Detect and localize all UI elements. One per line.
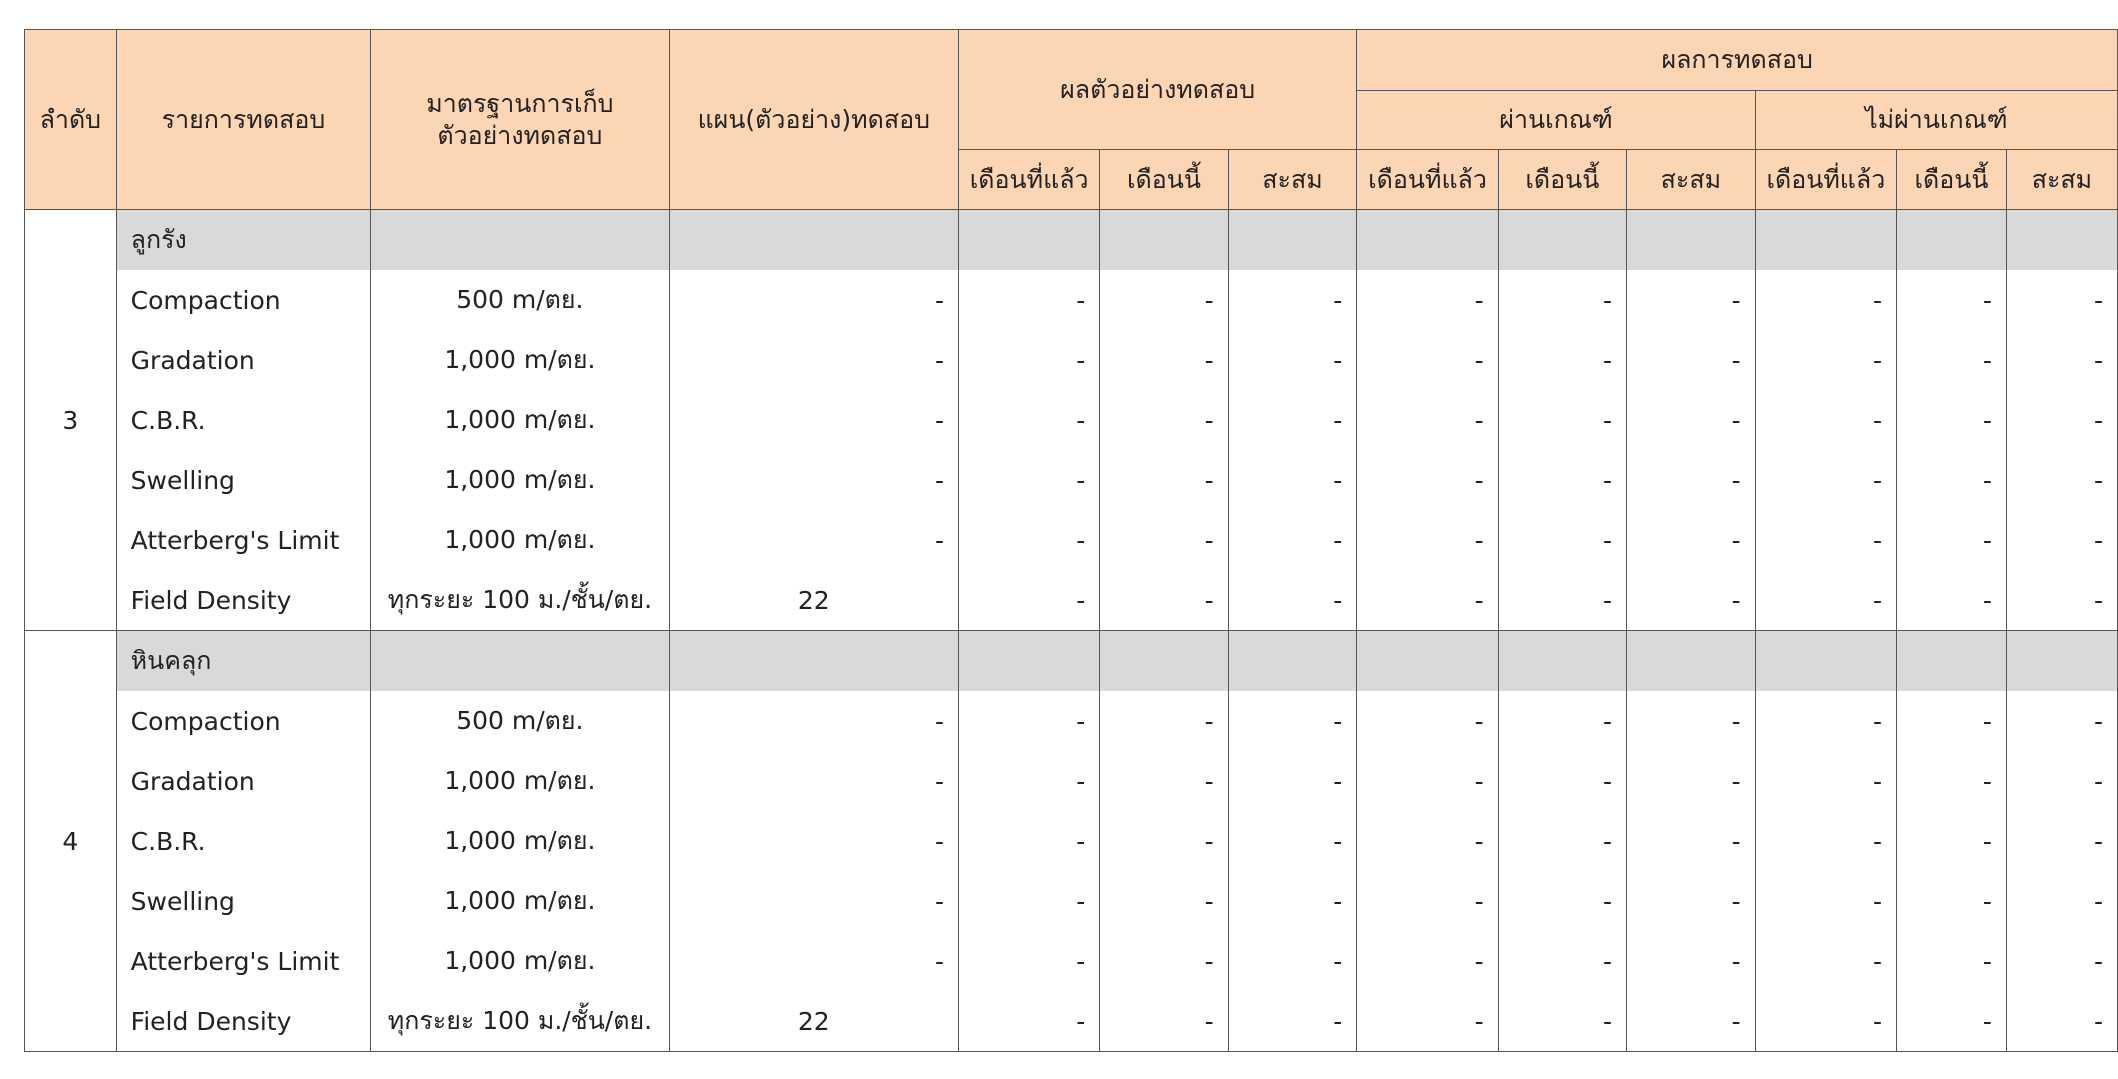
table-row (25, 871, 2118, 931)
result-value: - (1100, 691, 1228, 751)
sampling-standard: 1,000 m/ตย. (371, 931, 669, 991)
sampling-standard: 1,000 m/ตย. (371, 751, 669, 811)
result-value: - (1357, 871, 1498, 931)
category-fill-cell (1498, 631, 1626, 692)
result-value: - (1100, 751, 1228, 811)
result-value: - (1357, 811, 1498, 871)
category-fill-cell (1357, 631, 1498, 692)
result-value: - (958, 811, 1099, 871)
result-value: - (1100, 270, 1228, 330)
result-value: - (1100, 871, 1228, 931)
sampling-standard: ทุกระยะ 100 ม./ชั้น/ตย. (371, 991, 669, 1052)
plan-value: - (669, 691, 958, 751)
result-value: - (1897, 931, 2007, 991)
result-value: - (1498, 931, 1626, 991)
result-value: - (1357, 691, 1498, 751)
plan-value: - (669, 390, 958, 450)
category-fill-cell (2006, 631, 2117, 692)
result-value: - (1228, 691, 1357, 751)
category-fill-cell (1228, 210, 1357, 271)
result-value: - (958, 450, 1099, 510)
result-value: - (1755, 751, 1896, 811)
result-value: - (2006, 510, 2117, 570)
test-item-name: Gradation (116, 751, 371, 811)
table-row (25, 570, 2118, 631)
category-fill-cell (958, 210, 1099, 271)
result-value: - (2006, 450, 2117, 510)
result-value: - (1627, 991, 1756, 1052)
plan-value: - (669, 450, 958, 510)
result-value: - (1228, 931, 1357, 991)
group-number: 3 (25, 210, 117, 631)
test-item-name: Compaction (116, 691, 371, 751)
header-samples-this-month: เดือนนี้ (1100, 150, 1228, 210)
test-item-name: Gradation (116, 330, 371, 390)
result-value: - (1627, 811, 1756, 871)
header-fail-last-month: เดือนที่แล้ว (1755, 150, 1896, 210)
header-fail-cumulative: สะสม (2006, 150, 2117, 210)
table-body (25, 210, 2118, 1052)
table-row (25, 450, 2118, 510)
table-row (25, 330, 2118, 390)
result-value: - (958, 570, 1099, 631)
plan-value: - (669, 751, 958, 811)
result-value: - (1228, 450, 1357, 510)
result-value: - (1498, 811, 1626, 871)
result-value: - (958, 991, 1099, 1052)
result-value: - (1897, 510, 2007, 570)
result-value: - (1897, 691, 2007, 751)
result-value: - (1755, 811, 1896, 871)
category-fill-cell (669, 210, 958, 271)
result-value: - (1627, 691, 1756, 751)
result-value: - (1228, 330, 1357, 390)
test-item-name: Swelling (116, 871, 371, 931)
result-value: - (1627, 931, 1756, 991)
header-results: ผลการทดสอบ (1357, 30, 2118, 91)
test-item-name: Atterberg's Limit (116, 510, 371, 570)
test-item-name: C.B.R. (116, 811, 371, 871)
result-value: - (2006, 570, 2117, 631)
category-fill-cell (1897, 210, 2007, 271)
result-value: - (1498, 390, 1626, 450)
result-value: - (1228, 270, 1357, 330)
header-samples: ผลตัวอย่างทดสอบ (958, 30, 1356, 150)
result-value: - (1228, 991, 1357, 1052)
result-value: - (1755, 871, 1896, 931)
result-value: - (1897, 871, 2007, 931)
category-fill-cell (1357, 210, 1498, 271)
sampling-standard: 500 m/ตย. (371, 270, 669, 330)
header-pass-this-month: เดือนนี้ (1498, 150, 1626, 210)
result-value: - (1357, 270, 1498, 330)
result-value: - (2006, 330, 2117, 390)
category-fill-cell (2006, 210, 2117, 271)
result-value: - (1897, 330, 2007, 390)
category-fill-cell (371, 210, 669, 271)
test-item-name: Field Density (116, 570, 371, 631)
sampling-standard: 1,000 m/ตย. (371, 510, 669, 570)
result-value: - (1100, 450, 1228, 510)
result-value: - (1498, 510, 1626, 570)
result-value: - (1100, 330, 1228, 390)
result-value: - (1357, 931, 1498, 991)
result-value: - (1357, 751, 1498, 811)
result-value: - (1498, 751, 1626, 811)
header-standard: มาตรฐานการเก็บตัวอย่างทดสอบ (371, 30, 669, 210)
header-pass-last-month: เดือนที่แล้ว (1357, 150, 1498, 210)
result-value: - (1228, 390, 1357, 450)
result-value: - (1357, 570, 1498, 631)
result-value: - (958, 270, 1099, 330)
test-item-name: Field Density (116, 991, 371, 1052)
category-fill-cell (371, 631, 669, 692)
result-value: - (958, 510, 1099, 570)
result-value: - (2006, 931, 2117, 991)
result-value: - (958, 390, 1099, 450)
category-fill-cell (1100, 631, 1228, 692)
header-pass-cumulative: สะสม (1627, 150, 1756, 210)
sampling-standard: 1,000 m/ตย. (371, 390, 669, 450)
result-value: - (1897, 751, 2007, 811)
result-value: - (1755, 991, 1896, 1052)
table-row (25, 991, 2118, 1052)
result-value: - (1755, 691, 1896, 751)
test-item-name: Swelling (116, 450, 371, 510)
sampling-standard: 1,000 m/ตย. (371, 871, 669, 931)
result-value: - (1228, 811, 1357, 871)
result-value: - (1228, 510, 1357, 570)
result-value: - (1627, 450, 1756, 510)
result-value: - (2006, 991, 2117, 1052)
plan-value: - (669, 931, 958, 991)
result-value: - (1100, 991, 1228, 1052)
result-value: - (2006, 811, 2117, 871)
group-number: 4 (25, 631, 117, 1052)
plan-value: 22 (669, 570, 958, 631)
result-value: - (1897, 991, 2007, 1052)
result-value: - (1228, 871, 1357, 931)
plan-value: - (669, 330, 958, 390)
category-fill-cell (1755, 210, 1896, 271)
result-value: - (1498, 991, 1626, 1052)
sampling-standard: 1,000 m/ตย. (371, 450, 669, 510)
result-value: - (2006, 751, 2117, 811)
plan-value: - (669, 871, 958, 931)
header-plan: แผน(ตัวอย่าง)ทดสอบ (669, 30, 958, 210)
test-item-name: C.B.R. (116, 390, 371, 450)
header-item: รายการทดสอบ (116, 30, 371, 210)
result-value: - (1897, 811, 2007, 871)
result-value: - (2006, 871, 2117, 931)
result-value: - (1627, 570, 1756, 631)
table-row (25, 931, 2118, 991)
result-value: - (1897, 390, 2007, 450)
result-value: - (1100, 931, 1228, 991)
result-value: - (1100, 390, 1228, 450)
category-fill-cell (1627, 631, 1756, 692)
sampling-standard: ทุกระยะ 100 ม./ชั้น/ตย. (371, 570, 669, 631)
result-value: - (1627, 390, 1756, 450)
result-value: - (1498, 330, 1626, 390)
category-row (25, 631, 2118, 692)
result-value: - (958, 751, 1099, 811)
table-row (25, 751, 2118, 811)
result-value: - (1627, 751, 1756, 811)
result-value: - (1357, 330, 1498, 390)
table-row (25, 691, 2118, 751)
result-value: - (1498, 570, 1626, 631)
result-value: - (1498, 270, 1626, 330)
result-value: - (1755, 570, 1896, 631)
result-value: - (2006, 691, 2117, 751)
header-pass: ผ่านเกณฑ์ (1357, 91, 1755, 150)
result-value: - (1755, 450, 1896, 510)
sampling-standard: 1,000 m/ตย. (371, 811, 669, 871)
result-value: - (1498, 871, 1626, 931)
header-samples-last-month: เดือนที่แล้ว (958, 150, 1099, 210)
plan-value: 22 (669, 991, 958, 1052)
result-value: - (1897, 450, 2007, 510)
category-fill-cell (1627, 210, 1756, 271)
result-value: - (1627, 510, 1756, 570)
result-value: - (1498, 691, 1626, 751)
result-value: - (1755, 270, 1896, 330)
result-value: - (2006, 270, 2117, 330)
test-results-table (24, 29, 2118, 1052)
category-row (25, 210, 2118, 271)
sampling-standard: 500 m/ตย. (371, 691, 669, 751)
category-label: ลูกรัง (116, 210, 371, 271)
result-value: - (1755, 390, 1896, 450)
category-fill-cell (1228, 631, 1357, 692)
header-samples-cumulative: สะสม (1228, 150, 1357, 210)
result-value: - (1100, 811, 1228, 871)
category-fill-cell (669, 631, 958, 692)
category-label: หินคลุก (116, 631, 371, 692)
category-fill-cell (958, 631, 1099, 692)
result-value: - (1357, 390, 1498, 450)
result-value: - (958, 931, 1099, 991)
plan-value: - (669, 270, 958, 330)
table-row (25, 510, 2118, 570)
result-value: - (1897, 270, 2007, 330)
sampling-standard: 1,000 m/ตย. (371, 330, 669, 390)
result-value: - (1627, 270, 1756, 330)
result-value: - (1228, 751, 1357, 811)
result-value: - (1755, 510, 1896, 570)
result-value: - (1498, 450, 1626, 510)
result-value: - (1627, 871, 1756, 931)
header-fail-this-month: เดือนนี้ (1897, 150, 2007, 210)
result-value: - (2006, 390, 2117, 450)
result-value: - (1627, 330, 1756, 390)
plan-value: - (669, 510, 958, 570)
category-fill-cell (1498, 210, 1626, 271)
result-value: - (958, 871, 1099, 931)
test-item-name: Compaction (116, 270, 371, 330)
header-no: ลำดับ (25, 30, 117, 210)
table-row (25, 390, 2118, 450)
plan-value: - (669, 811, 958, 871)
header-fail: ไม่ผ่านเกณฑ์ (1755, 91, 2117, 150)
result-value: - (1357, 991, 1498, 1052)
result-value: - (1100, 570, 1228, 631)
category-fill-cell (1897, 631, 2007, 692)
category-fill-cell (1100, 210, 1228, 271)
result-value: - (1897, 570, 2007, 631)
result-value: - (1357, 510, 1498, 570)
test-item-name: Atterberg's Limit (116, 931, 371, 991)
result-value: - (1755, 330, 1896, 390)
result-value: - (958, 691, 1099, 751)
category-fill-cell (1755, 631, 1896, 692)
result-value: - (1357, 450, 1498, 510)
result-value: - (1100, 510, 1228, 570)
result-value: - (1755, 931, 1896, 991)
result-value: - (1228, 570, 1357, 631)
table-row (25, 811, 2118, 871)
table-row (25, 270, 2118, 330)
result-value: - (958, 330, 1099, 390)
